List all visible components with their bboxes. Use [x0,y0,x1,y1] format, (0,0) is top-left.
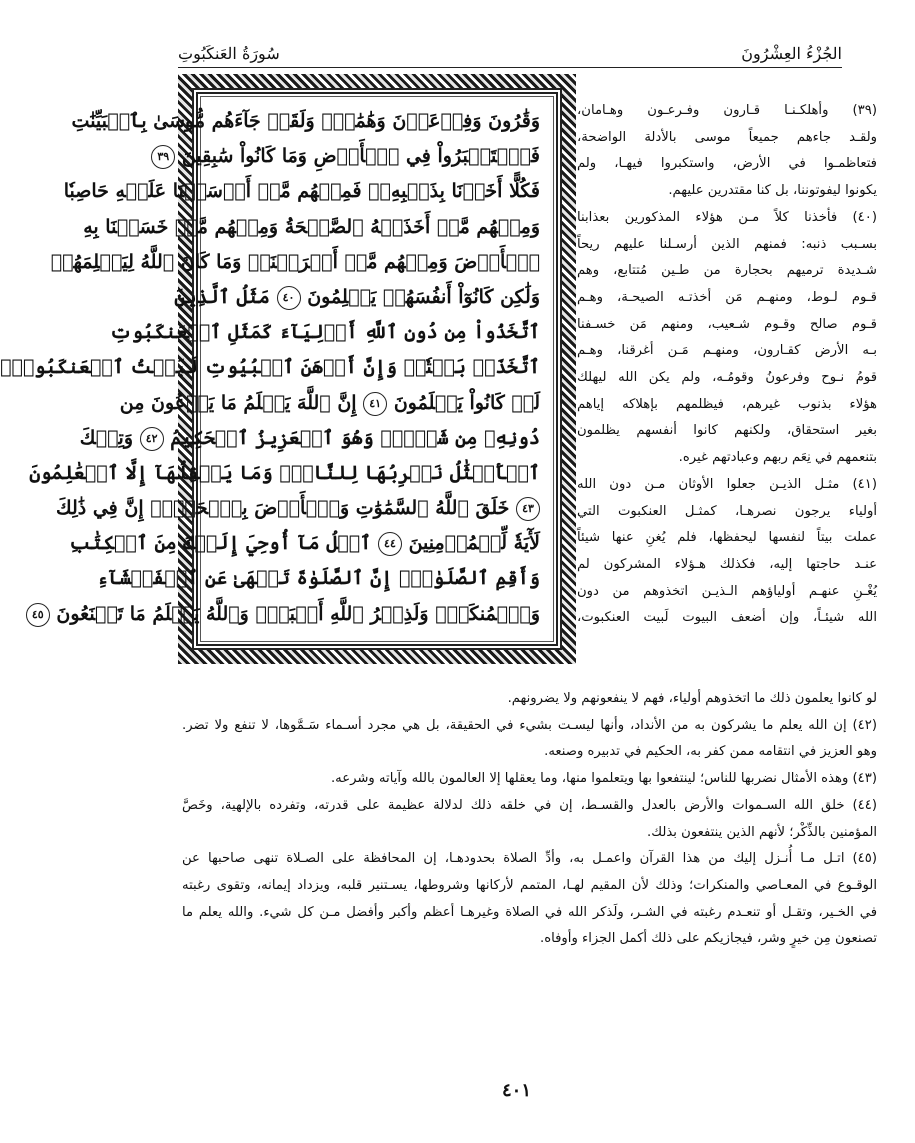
tafsir-line: شـديدة ترميهم بحجارة من طـين مُتتابع، وهم [577,263,877,279]
tafsir-line: قـوم لـوط، ومنهـم مَن أخذتـه الصيحـة، وهـم [577,289,877,305]
tafsir-line: (٤٤) خلق الله السـموات والأرض بالعدل والقسـط، إن في خلقه ذلك لدلالة عظيمة على قدرته، وتفرده بالإلهية، وخَصَّ [182,797,877,813]
tafsir-line: (٤١) مثـل الذيـن جعلوا الأوثان مـن دون الله [577,476,877,492]
surah-title: سُورَةُ العَنكَبُوتِ [178,44,280,63]
tafsir-line: الله شيئـاً، وإن أضعف البيوت لَبيت العنكبوت، [577,610,877,626]
tafsir-line: بتنعمهم في نِعَم ربهم وعبادتهم غيره. [678,450,877,466]
tafsir-line: فتعاظمـوا في الأرض، واستكبروا فيهـا، ولم [577,156,877,172]
quran-line: وَلَٰكِن كَانُوٓاْ أَنفُسَهُمۡ يَظۡلِمُونَ ٤٠ مَثَلُ ٱلَّذِينَ [174,285,540,308]
tafsir-line: يكونوا ليفوتوننا، بل كنا مقتدرين عليهم. [668,183,877,199]
tafsir-line: الوقـوع في المعـاصي والمنكرات؛ وذلك لأن المقيم لهـا، المتمم لأركانها وشروطها، يسـتنير قلبه، ويزداد إيمانه، وتقوى رغبته [182,877,877,893]
header-rule [178,67,842,68]
tafsir-line: المؤمنين بالذِّكْر؛ لأنهم الذين ينتفعون بذلك. [647,824,877,840]
tafsir-line: عملت بيتاً لنفسها ليحفظها، فلم يُغنِ عنها شيئاً [577,530,877,546]
tafsir-line: (٤٥) اتـل مـا أُنـزل إليك من هذا القرآن واعمـل به، وأدِّ الصلاة بحدودهـا، إن المحافظة على الصـلاة تنهى صاحبها عن [182,851,877,867]
ayah-marker: ٤١ [363,392,387,416]
page-number: ٤٠١ [501,1080,531,1101]
tafsir-line: بسـبب ذنبه: فمنهم الذين أرسـلنا عليهم ريحاً [577,236,877,252]
quran-line: ٱتَّخَذَتۡ بَيۡتٗاۖ وَإِنَّ أَوۡهَنَ ٱلۡبُيُوتِ لَبَيۡتُ ٱلۡعَنكَبُوتِۚ [0,356,540,379]
ayah-marker: ٤٤ [378,532,402,556]
tafsir-line: وهو العزيز في انتقامه ممن كفر به، الحكيم في تدبيره وصنعه. [544,744,877,760]
ayah-marker: ٤٠ [277,286,301,310]
tafsir-line: (٤٣) وهذه الأمثال نضربها للناس؛ لينتفعوا بها ويتعلموا منها، وما يعقلها إلا العالمون بالله وآياته وشرعه. [330,771,877,787]
tafsir-line: قومُ نـوح وفرعونُ وقومُـه، ولم يكن الله ليهلك [577,370,877,386]
tafsir-bottom-block [182,686,877,953]
tafsir-line: لو كانوا يعلمون ذلك ما اتخذوهم أولياء، فهم لا ينفعونهم ولا يضرونهم. [507,691,877,706]
quran-line: لَوۡ كَانُواْ يَعۡلَمُونَ ٤١ إِنَّ ٱللَّهَ يَعۡلَمُ مَا يَدۡعُونَ مِن [119,391,540,414]
juz-title: الجُزْءُ العِشْرُونَ [741,44,842,63]
quran-line: ٱتَّخَذُواْ مِن دُونِ ٱللَّهِ أَوۡلِيَآءَ كَمَثَلِ ٱلۡعَنكَبُوتِ [109,321,540,344]
quran-line: ٤٣ خَلَقَ ٱللَّهُ ٱلسَّمَٰوَٰتِ وَٱلۡأَرۡضَ بِٱلۡحَقِّۚ إِنَّ فِي ذَٰلِكَ [214,491,540,526]
quran-line: فَٱسۡتَكۡبَرُواْ فِي ٱلۡأَرۡضِ وَمَا كَانُواْ سَٰبِقِينَ ٣٩ [214,139,540,174]
quran-line: وَقَٰرُونَ وَفِرۡعَوۡنَ وَهَٰمَٰنَۖ وَلَقَدۡ جَآءَهُم مُّوسَىٰ بِٱلۡبَيِّنَٰتِ [71,110,540,132]
tafsir-side-column [577,98,877,632]
quran-text [0,104,540,634]
quran-line: ٱلۡأَرۡضَ وَمِنۡهُم مَّنۡ أَغۡرَقۡنَاۚ وَمَا كَانَ ٱللَّهُ لِيَظۡلِمَهُمۡ [50,250,540,273]
tafsir-line: بغير استحقاق، ولكنهم كانوا أنفسهم يظلمون [577,423,877,439]
tafsir-line: (٣٩) وأهلكـنـا قـارون وفـرعـون وهـامان، [577,103,877,118]
quran-line: دُونِهِۦ مِن شَيۡءٖۚ وَهُوَ ٱلۡعَزِيزُ ٱلۡحَكِيمُ ٤٢ وَتِلۡكَ [79,426,540,449]
tafsir-line: ولقـد جاءهم جميعاً موسى بالأدلة الواضحة، [577,129,877,145]
ayah-marker: ٣٩ [151,145,175,169]
quran-line: لَأٓيَةٗ لِّلۡمُؤۡمِنِينَ ٤٤ ٱتۡلُ مَآ أُوحِيَ إِلَيۡكَ مِنَ ٱلۡكِتَٰبِ [69,532,540,555]
quran-line: وَأَقِمِ ٱلصَّلَوٰةَۖ إِنَّ ٱلصَّلَوٰةَ تَنۡهَىٰ عَنِ ٱلۡفَحۡشَآءِ [97,567,540,590]
ayah-marker: ٤٢ [140,427,164,451]
tafsir-line: هؤلاء بذنوب غيرهم، فيظلمهم بإهلاكه إياهم [577,396,877,412]
page-header [178,38,842,68]
tafsir-line: (٤٠) فأخذنا كلاً مـن هؤلاء المذكورين بعذابنا [577,209,877,225]
tafsir-line: عنـد حاجتها إليه، فكذلك هـؤلاء المشركون لم [577,556,877,572]
tafsir-line: يُغْـنِ عنهـم أولياؤهم الـذيـن اتخذوهم من دون [577,583,877,599]
tafsir-line: تصنعون مِن خيرٍ وشر، فيجازيكم على ذلك أكمل الجزاء وأوفاه. [540,931,877,947]
tafsir-line: بـه الأرض كقـارون، ومنهـم مَـن أغرقنا، وهـم [577,343,877,359]
quran-line: ٱلۡأَمۡثَٰلُ نَضۡرِبُهَا لِلنَّاسِۖ وَمَا يَعۡقِلُهَآ إِلَّا ٱلۡعَٰلِمُونَ [29,461,540,484]
quran-frame [0,74,576,664]
tafsir-line: (٤٢) إن الله يعلم ما يشركون به من الأنداد، وأنها ليسـت بشيء في الحقيقة، بل هي مجرد أسـماء سَـمَّوها، لا تنفع ولا تضر. [182,717,877,733]
quran-line: وَٱلۡمُنكَرِۗ وَلَذِكۡرُ ٱللَّهِ أَكۡبَرُۗ وَٱللَّهُ يَعۡلَمُ مَا تَصۡنَعُونَ ٤٥ [214,597,540,632]
quran-line: وَمِنۡهُم مَّنۡ أَخَذَتۡهُ ٱلصَّيۡحَةُ وَمِنۡهُم مَّنۡ خَسَفۡنَا بِهِ [83,215,540,238]
ayah-marker: ٤٥ [26,603,50,627]
tafsir-line: قـوم صالح وقـوم شـعيب، ومنهم مَن خسـفنا [577,316,877,332]
ayah-marker: ٤٣ [516,497,540,521]
tafsir-line: أولياء يرجون نصرهـا، كمثـل العنكبوت التي [577,503,877,519]
tafsir-line: في الخـير، وتقـل أو تنعـدم رغبته في الشـر، ولَذكر الله في الصلاة وغيرهـا أعظم وأكبر وأفضل مـن كل شيء. والله يعلم ما [182,904,877,920]
quran-line: فَكُلًّا أَخَذۡنَا بِذَنۢبِهِۦۖ فَمِنۡهُم مَّنۡ أَرۡسَلۡنَا عَلَيۡهِ حَاصِبٗا [63,180,540,203]
